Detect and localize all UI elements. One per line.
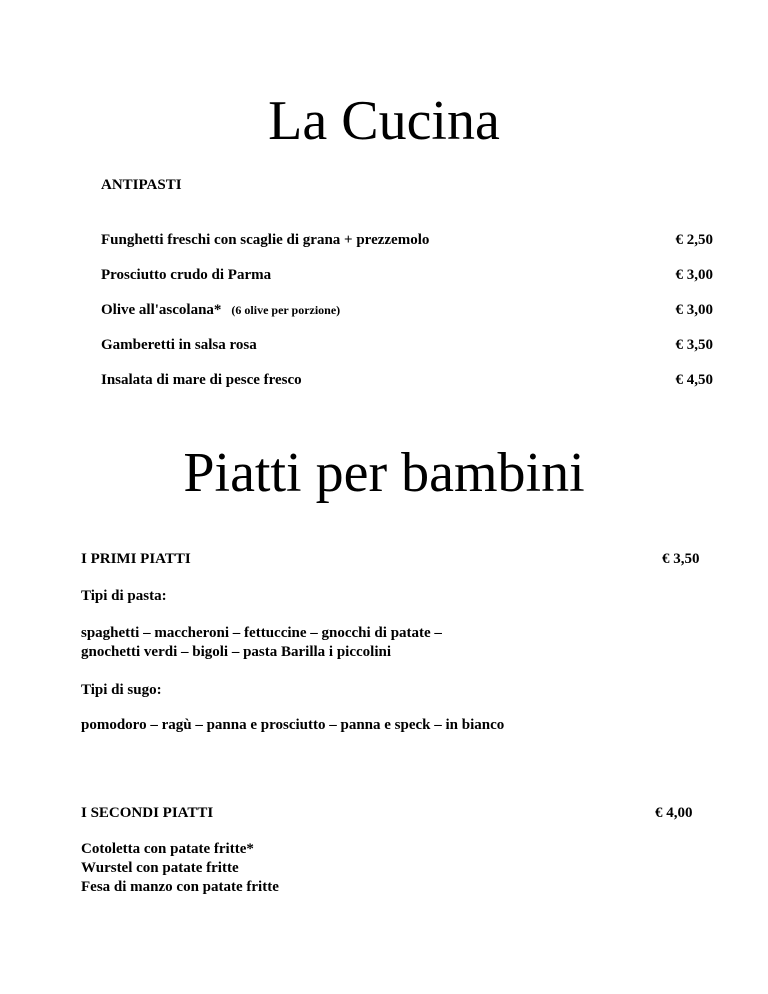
pasta-label: Tipi di pasta: [81,588,167,604]
secondi-line: Cotoletta con patate fritte* [81,841,254,857]
menu-item-note: (6 olive per porzione) [231,303,341,317]
menu-item-name: Gamberetti in salsa rosa [101,337,257,353]
menu-item-name: Funghetti freschi con scaglie di grana + prezzemolo [101,232,430,248]
secondi-list [81,840,279,897]
menu-item [101,267,713,287]
secondi-heading: I SECONDI PIATTI [81,805,214,821]
secondi-line: Wurstel con patate fritte [81,860,239,876]
menu-item-price: € 3,00 [675,302,713,318]
primi-price: € 3,50 [662,551,700,567]
menu-item-name [101,302,340,319]
menu-item [101,372,713,392]
menu-item-price: € 3,00 [675,267,713,283]
menu-item [101,302,713,322]
menu-item [101,337,713,357]
pasta-line: gnochetti verdi – bigoli – pasta Barilla i piccolini [81,644,392,660]
menu-item-price: € 4,50 [675,372,713,388]
menu-item-name: Insalata di mare di pesce fresco [101,372,302,388]
sugo-line: pomodoro – ragù – panna e prosciutto – panna e speck – in bianco [81,717,505,733]
sugo-label: Tipi di sugo: [81,682,162,698]
menu-item-name-text: Olive all'ascolana* [101,302,222,318]
secondi-price: € 4,00 [655,805,693,821]
menu-item-price: € 3,50 [675,337,713,353]
page-title: La Cucina [268,90,500,152]
section-title: Piatti per bambini [183,442,585,504]
menu-item [101,232,713,252]
pasta-line: spaghetti – maccheroni – fettuccine – gnocchi di patate – [81,625,442,641]
antipasti-heading: ANTIPASTI [101,177,182,193]
menu-item-name: Prosciutto crudo di Parma [101,267,272,283]
menu-item-price: € 2,50 [675,232,713,248]
secondi-line: Fesa di manzo con patate fritte [81,879,279,895]
pasta-list [81,624,442,662]
primi-heading: I PRIMI PIATTI [81,551,191,567]
